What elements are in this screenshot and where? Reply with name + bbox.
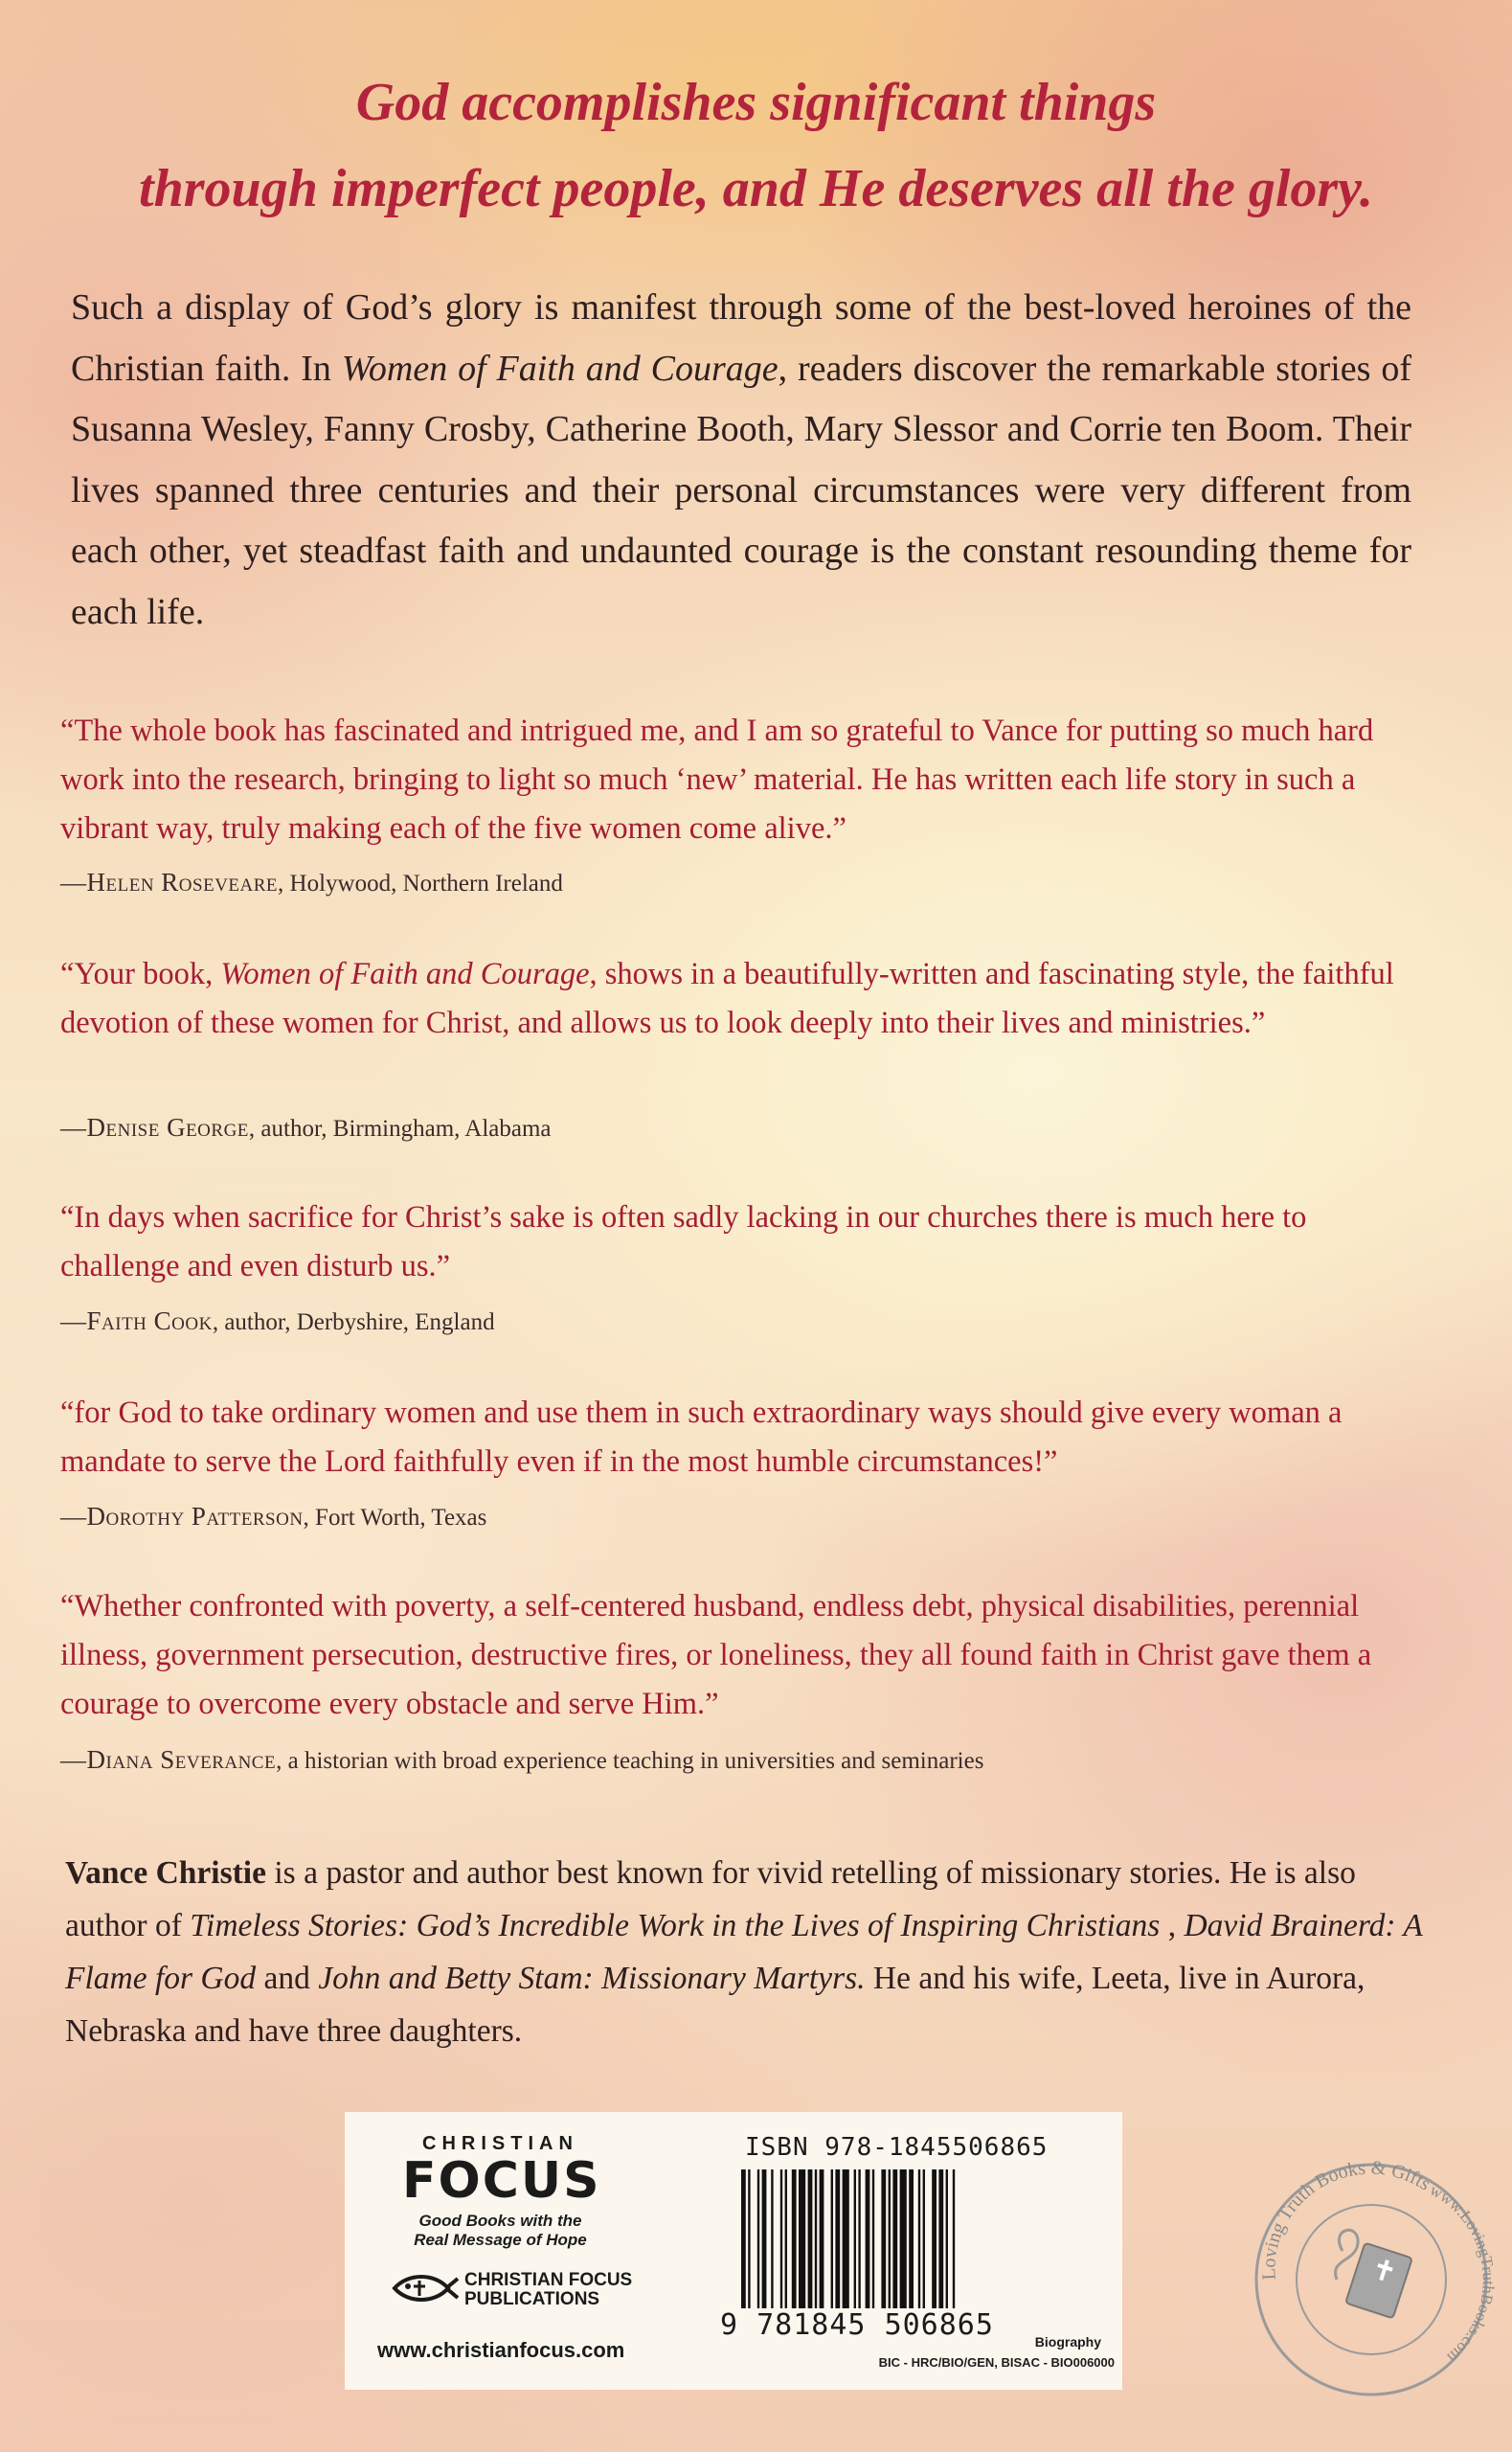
barcode-bar	[843, 2169, 849, 2308]
publisher-tagline-line-2: Real Message of Hope	[414, 2231, 587, 2249]
barcode-bar	[892, 2169, 897, 2308]
endorser-name-3: —Faith Cook	[60, 1306, 213, 1335]
stamp-ring-text-top: Loving Truth Books & Gifts	[1258, 2157, 1434, 2281]
publisher-name-line-1: CHRISTIAN FOCUS	[464, 2270, 633, 2290]
endorser-detail-5: , a historian with broad experience teaching in universities and seminaries	[276, 1748, 984, 1774]
barcode-bar	[881, 2169, 886, 2308]
barcode-bar	[792, 2169, 797, 2308]
stamp-bible-ribbon-icon	[1336, 2230, 1412, 2318]
endorsement-quote-3: “In days when sacrifice for Christ’s sake is often sadly lacking in our churches there is much here to challenge and even disturb us.”	[60, 1200, 1307, 1283]
endorsement-2-text-b: , shows in a beautifully-written and fascinating style, the faithful devotion of these women for Christ, and allows us to look deeply into their lives and ministries.”	[60, 957, 1394, 1040]
barcode-bar	[771, 2169, 773, 2308]
endorser-name-4: —Dorothy Patterson	[60, 1502, 304, 1531]
barcode-bar	[909, 2169, 914, 2308]
intro-text-1: Such a display of God’s glory is manifest through some of the best-loved heroines of the Christian faith. In	[71, 287, 1411, 389]
barcode-digit-group-1: 781845	[756, 2308, 867, 2342]
bio-book-title-1: Timeless Stories: God’s Incredible Work in the Lives of Inspiring Christians	[190, 1908, 1161, 1943]
barcode-bar	[854, 2169, 856, 2308]
endorser-name-1: —Helen Roseveare	[60, 868, 279, 897]
isbn-label: ISBN 978-1845506865	[745, 2133, 1049, 2162]
tagline	[0, 59, 1512, 232]
stamp-ring-text-right: www.LovingTruthBooks.com	[1427, 2180, 1498, 2367]
barcode-bar	[872, 2169, 874, 2308]
endorsement-quote-2	[60, 950, 1430, 1048]
barcode	[737, 2169, 1116, 2308]
publisher-website: www.christianfocus.com	[377, 2338, 625, 2362]
barcode-bar	[820, 2169, 824, 2308]
barcode-bar	[900, 2169, 907, 2308]
endorsement-attribution-4	[60, 1502, 486, 1532]
endorsement-attribution-1	[60, 868, 563, 897]
publisher-brand-top: CHRISTIAN	[422, 2133, 578, 2154]
barcode-bar	[808, 2169, 813, 2308]
endorsement-quote-5: “Whether confronted with poverty, a self-centered husband, endless debt, physical disabilities, perennial illness, government persecution, destructive fires, or loneliness, they all found faith in Christ gave them a courage to overcome every obstacle and serve Him.”	[60, 1589, 1372, 1721]
barcode-bar	[785, 2169, 787, 2308]
tagline-line-1: God accomplishes significant things	[355, 73, 1157, 132]
publisher-brand-main: FOCUS	[402, 2152, 601, 2210]
publisher-name-line-2: PUBLICATIONS	[464, 2289, 600, 2309]
bookstore-stamp	[1237, 2136, 1505, 2404]
endorsement-attribution-3	[60, 1306, 495, 1336]
barcode-bar	[815, 2169, 817, 2308]
barcode-bar	[757, 2169, 759, 2308]
bio-book-title-3: John and Betty Stam: Missionary Martyrs.	[318, 1961, 866, 1996]
book-category: Biography	[1034, 2334, 1101, 2350]
bio-separator-2: and	[256, 1961, 319, 1996]
publisher-tagline-line-1: Good Books with the	[418, 2212, 582, 2230]
barcode-bar	[835, 2169, 840, 2308]
book-classification: BIC - HRC/BIO/GEN, BISAC - BIO006000	[878, 2355, 1115, 2370]
publisher-name	[464, 2271, 632, 2309]
author-name: Vance Christie	[65, 1855, 266, 1891]
publisher-barcode-panel	[345, 2112, 1122, 2390]
bio-text-2: He and his wife, Leeta, live in Aurora, Nebraska and have three daughters.	[65, 1961, 1365, 2049]
endorser-name-5: —Diana Severance	[60, 1745, 277, 1774]
intro-book-title: Women of Faith and Courage	[341, 348, 779, 389]
endorser-detail-3: , author, Derbyshire, England	[212, 1309, 495, 1335]
barcode-bar	[946, 2169, 948, 2308]
barcode-leading-digit: 9	[720, 2308, 739, 2342]
barcode-bar	[748, 2169, 750, 2308]
barcode-bar	[953, 2169, 955, 2308]
intro-text-2: , readers discover the remarkable stories of Susanna Wesley, Fanny Crosby, Catherine Booth, Mary Slessor and Corrie ten Boom. Their lives spanned three centuries and their personal circumstances were very different from each other, yet steadfast faith and undaunted courage is the constant resounding theme for each life.	[71, 348, 1411, 632]
intro-paragraph	[71, 278, 1411, 643]
barcode-bar	[741, 2169, 746, 2308]
barcode-bar	[932, 2169, 937, 2308]
ichthys-fish-icon	[391, 2271, 460, 2305]
publisher-tagline	[402, 2212, 598, 2250]
endorsement-2-text-a: “Your book,	[60, 957, 221, 991]
endorsement-attribution-5	[60, 1745, 983, 1775]
bio-separator-1: ,	[1160, 1908, 1185, 1943]
endorsement-quote-1: “The whole book has fascinated and intrigued me, and I am so grateful to Vance for putting so much hard work into the research, bringing to light so much ‘new’ material. He has written each life story in such a vibrant way, truly making each of the five women come alive.”	[60, 714, 1374, 846]
barcode-bar	[938, 2169, 943, 2308]
author-bio	[65, 1847, 1444, 2057]
endorser-detail-1: , Holywood, Northern Ireland	[278, 871, 563, 897]
endorsement-2-book-title: Women of Faith and Courage	[220, 957, 590, 991]
bio-text-1: is a pastor and author best known for vivid retelling of missionary stories. He is also author of	[65, 1855, 1356, 1943]
barcode-bar	[858, 2169, 860, 2308]
barcode-bar	[762, 2169, 767, 2308]
barcode-digit-group-2: 506865	[884, 2308, 994, 2342]
barcode-bar	[780, 2169, 782, 2308]
tagline-line-2: through imperfect people, and He deserves all the glory.	[139, 159, 1373, 218]
barcode-bar	[831, 2169, 833, 2308]
barcode-bar	[918, 2169, 920, 2308]
barcode-bar	[866, 2169, 870, 2308]
endorser-name-2: —Denise George	[60, 1113, 249, 1142]
barcode-bar	[923, 2169, 925, 2308]
barcode-bar	[889, 2169, 891, 2308]
endorser-detail-4: , Fort Worth, Texas	[303, 1505, 487, 1531]
barcode-bar	[799, 2169, 805, 2308]
endorser-detail-2: , author, Birmingham, Alabama	[248, 1116, 552, 1142]
endorsement-attribution-2	[60, 1113, 552, 1143]
endorsement-quote-4: “for God to take ordinary women and use them in such extraordinary ways should give every woman a mandate to serve the Lord faithfully even if in the most humble circumstances!”	[60, 1396, 1343, 1479]
bio-book-title-2: David Brainerd: A Flame for God	[65, 1908, 1423, 1996]
barcode-digits	[720, 2308, 994, 2342]
